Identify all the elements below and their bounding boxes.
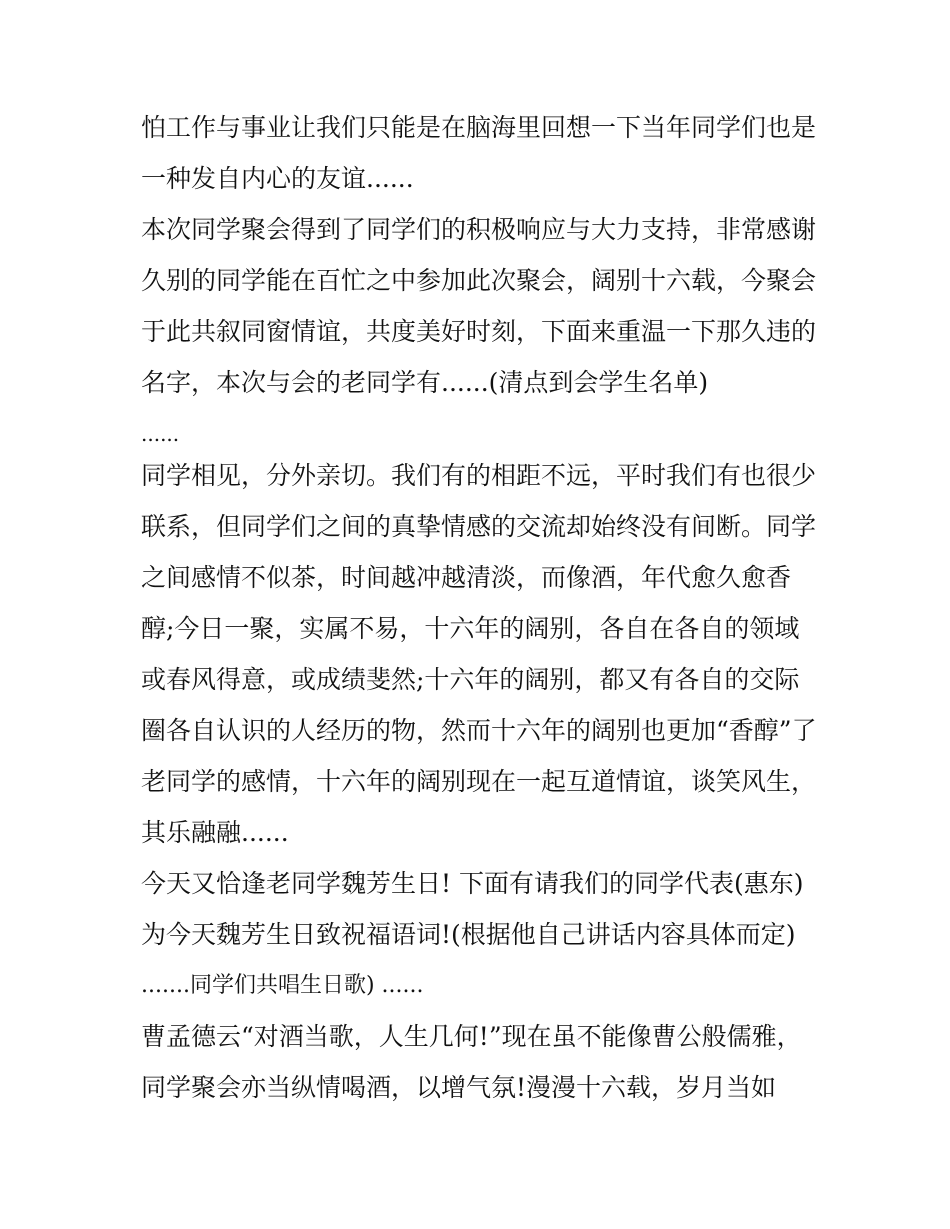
text-line: 或春风得意，或成绩斐然;十六年的阔别，都又有各自的交际	[141, 665, 800, 694]
text-line: 其乐融融......	[141, 818, 289, 847]
text-line: 于此共叙同窗情谊，共度美好时刻，下面来重温一下那久违的	[141, 317, 817, 346]
text-line: 醇;今日一聚，实属不易，十六年的阔别，各自在各自的领域	[141, 614, 800, 643]
text-line: 同学相见，分外亲切。我们有的相距不远，平时我们有也很少	[141, 461, 817, 490]
text-line: 本次同学聚会得到了同学们的积极响应与大力支持，非常感谢	[141, 215, 817, 244]
text-line: 圈各自认识的人经历的物，然而十六年的阔别也更加“香醇”了	[141, 716, 817, 745]
text-line: ......	[141, 422, 180, 446]
text-line: 今天又恰逢老同学魏芳生日! 下面有请我们的同学代表(惠东)	[141, 869, 804, 898]
text-line: 名字，本次与会的老同学有......(清点到会学生名单)	[141, 368, 709, 397]
text-line: 联系，但同学们之间的真挚情感的交流却始终没有间断。同学	[141, 512, 817, 541]
text-line: 一种发自内心的友谊......	[141, 164, 414, 193]
text-line: 久别的同学能在百忙之中参加此次聚会，阔别十六载，今聚会	[141, 266, 817, 295]
text-line: 曹孟德云“对酒当歌，人生几何!”现在虽不能像曹公般儒雅，	[141, 1022, 802, 1051]
text-line: .......同学们共唱生日歌) ......	[141, 973, 424, 998]
text-line: 老同学的感情，十六年的阔别现在一起互道情谊，谈笑风生，	[141, 767, 817, 796]
text-line: 同学聚会亦当纵情喝酒，以增气氛!漫漫十六载，岁月当如	[141, 1073, 777, 1102]
text-line: 之间感情不似茶，时间越冲越清淡，而像酒，年代愈久愈香	[141, 563, 792, 592]
text-line: 为今天魏芳生日致祝福语词!(根据他自己讲话内容具体而定)	[141, 920, 796, 949]
text-line: 怕工作与事业让我们只能是在脑海里回想一下当年同学们也是	[141, 113, 817, 142]
